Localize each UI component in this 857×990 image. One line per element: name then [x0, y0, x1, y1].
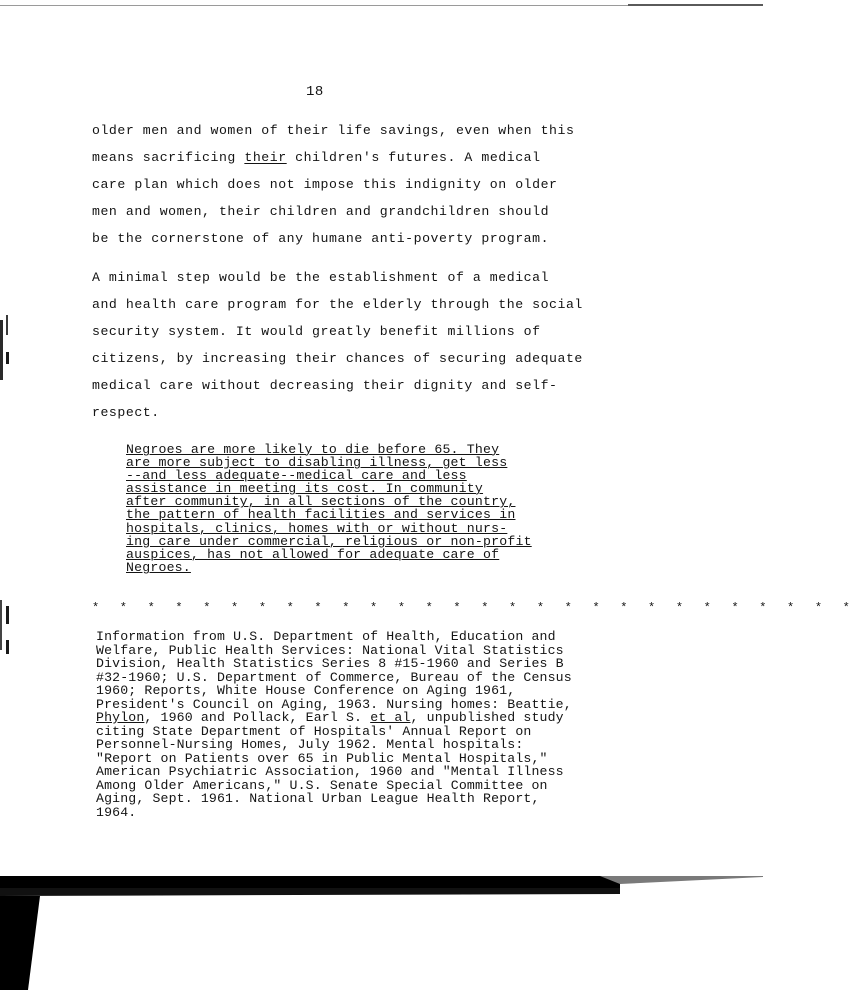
source-line: American Psychiatric Association, 1960 and "Mental Illness — [96, 764, 564, 779]
source-line: President's Council on Aging, 1963. Nursing homes: Beattie, — [96, 696, 572, 712]
quote-line: after community, in all sections of the country, — [126, 494, 516, 510]
latin-abbreviation: et al — [370, 710, 411, 725]
paragraph-line — [92, 144, 572, 171]
quote-line: Negroes are more likely to die before 65. They — [126, 442, 500, 457]
paragraph-2 — [92, 264, 583, 426]
emphasized-word: their — [244, 150, 287, 165]
source-line: Personnel-Nursing Homes, July 1962. Mental hospitals: — [96, 737, 524, 752]
paragraph-line: security system. It would greatly benefit millions of — [92, 324, 541, 339]
source-line: Information from U.S. Department of Health, Education and — [96, 629, 556, 644]
paragraph-line: respect. — [92, 405, 160, 420]
source-line: 1960; Reports, White House Conference on Aging 1961, — [96, 683, 516, 698]
quote-line: the pattern of health facilities and services in — [126, 507, 516, 523]
source-line — [96, 711, 572, 725]
quote-line: auspices, has not allowed for adequate care of — [126, 546, 500, 562]
source-line: Among Older Americans," U.S. Senate Special Committee on — [96, 777, 548, 793]
paragraph-line: older men and women of their life savings, even when this — [92, 123, 575, 138]
source-text-fragment: , unpublished study — [410, 710, 564, 725]
journal-title: Phylon — [96, 710, 145, 725]
source-line: Aging, Sept. 1961. National Urban League Health Report, — [96, 791, 540, 806]
paragraph-line: medical care without decreasing their dignity and self- — [92, 378, 558, 393]
paragraph-text-fragment: means sacrificing — [92, 150, 245, 165]
source-line: #32-1960; U.S. Department of Commerce, Bureau of the Census — [96, 669, 572, 685]
quote-line: are more subject to disabling illness, get less — [126, 455, 508, 471]
source-line: citing State Department of Hospitals' Annual Report on — [96, 723, 532, 739]
quote-line: hospitals, clinics, homes with or without nurs- — [126, 520, 508, 536]
paragraph-line: men and women, their children and grandchildren should — [92, 204, 550, 219]
page-number: 18 — [306, 84, 324, 100]
paragraph-text-fragment: children's futures. A medical — [286, 150, 541, 165]
top-scan-edge-dark — [628, 4, 763, 6]
underlined-quote-block — [126, 443, 532, 574]
paragraph-1 — [92, 117, 575, 252]
source-line: 1964. — [96, 804, 137, 820]
paragraph-line: citizens, by increasing their chances of securing adequate — [92, 351, 583, 366]
paragraph-line: A minimal step would be the establishment of a medical — [92, 270, 550, 285]
paragraph-line: care plan which does not impose this indignity on older — [92, 177, 558, 192]
source-line: Division, Health Statistics Series 8 #15-1960 and Series B — [96, 656, 564, 671]
source-line: "Report on Patients over 65 in Public Mental Hospitals," — [96, 750, 548, 766]
asterisk-separator: * * * * * * * * * * * * * * * * * * * * * * * * * * * * — [92, 601, 857, 615]
quote-line: ing care under commercial, religious or non-profit — [126, 533, 532, 549]
quote-line: --and less adequate--medical care and less — [126, 468, 467, 484]
bottom-binding-shadow — [0, 876, 763, 990]
paragraph-line: and health care program for the elderly through the social — [92, 297, 583, 312]
quote-line: Negroes. — [126, 559, 191, 575]
source-text-fragment: , 1960 and Pollack, Earl S. — [144, 710, 371, 725]
source-line: Welfare, Public Health Services: National Vital Statistics — [96, 642, 564, 658]
sources-block — [96, 630, 572, 819]
quote-line: assistance in meeting its cost. In community — [126, 481, 484, 497]
paragraph-line: be the cornerstone of any humane anti-poverty program. — [92, 231, 550, 246]
